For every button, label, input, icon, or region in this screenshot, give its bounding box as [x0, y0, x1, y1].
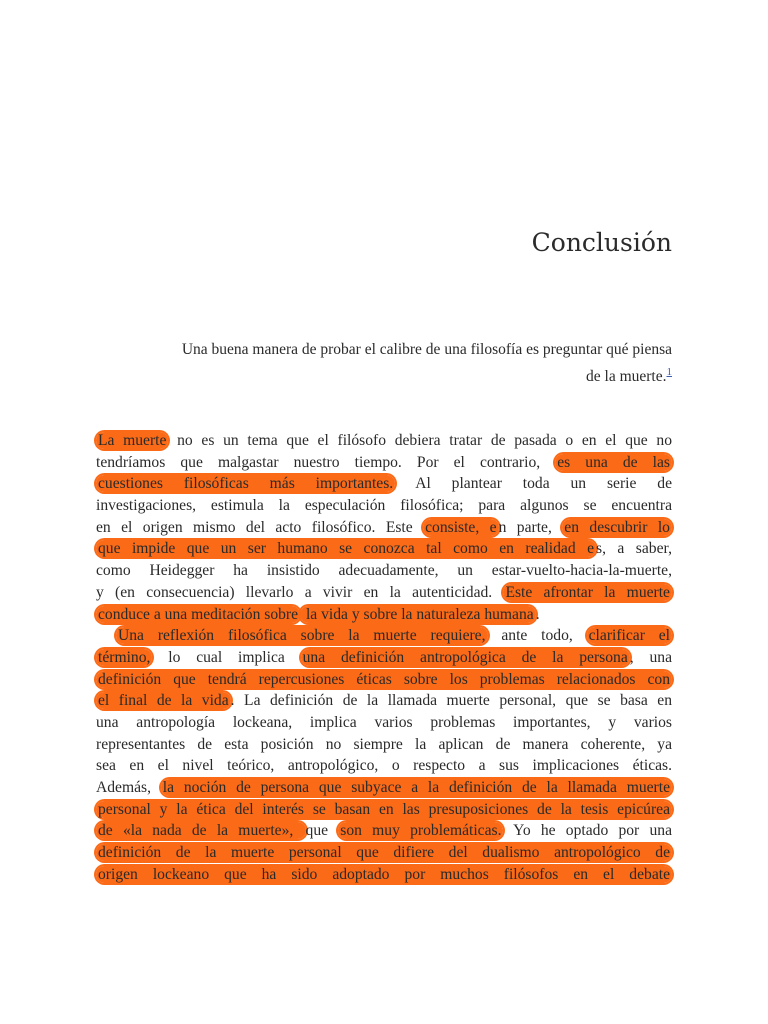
text-line [96, 690, 672, 712]
highlight: el final de la vida [98, 692, 229, 710]
text-span: tendríamos que malgastar nuestro tiempo. Por el contrario, [96, 453, 556, 471]
highlight: la vida y sobre la naturaleza humana [302, 605, 534, 623]
body-text [96, 430, 672, 885]
highlight: la noción de persona que subyace a la definición de la llamada muerte [162, 779, 670, 796]
highlight: es una de las [557, 453, 670, 471]
highlight: que impide que un ser humano se conozca tal como en realidad e [98, 540, 594, 558]
text-line [96, 430, 672, 452]
text-line [96, 604, 672, 626]
text-line [96, 820, 672, 842]
text-line: sea en el nivel teórico, antropológico, o respecto a sus implicaciones éticas. [96, 757, 672, 775]
text-line [96, 538, 672, 560]
text-line [96, 473, 672, 495]
highlight: en descubrir lo [564, 518, 670, 536]
highlight: conduce a una meditación sobre [98, 605, 299, 623]
highlight: definición que tendrá repercusiones éticas sobre los problemas relacionados con [98, 670, 670, 688]
epigraph-text: de la muerte. [586, 368, 667, 386]
highlight: Este afrontar la muerte [505, 583, 670, 601]
text-span: Además, [96, 779, 161, 796]
text-span: ante todo, [487, 627, 587, 645]
epigraph-line: Una buena manera de probar el calibre de una filosofía es preguntar qué piensa [181, 341, 672, 358]
text-span: , una [629, 648, 672, 666]
chapter-title: Conclusión [531, 228, 672, 257]
text-span: Yo he optado por una [503, 822, 672, 840]
text-line [96, 647, 672, 669]
text-span: que [305, 822, 339, 840]
highlight: definición de la muerte personal que difiere del dualismo antropológico de [98, 844, 670, 862]
epigraph-line [100, 361, 672, 388]
text-line [96, 777, 672, 799]
highlight: una definición antropológica de la persona [302, 648, 628, 666]
text-span: en el origen mismo del acto filosófico. Este [96, 518, 424, 536]
text-line [96, 582, 672, 604]
text-line [96, 842, 672, 864]
epigraph [100, 338, 672, 388]
text-span: lo cual implica [152, 648, 301, 666]
text-span: . [535, 605, 540, 623]
text-span: Al plantear toda un serie de [395, 475, 672, 493]
text-line: investigaciones, estimula la especulación filosófica; para algunos se encuentra [96, 497, 672, 515]
text-span: . La definición de la llamada muerte personal, que se basa en [230, 692, 672, 710]
text-line: una antropología lockeana, implica varios problemas importantes, y varios [96, 713, 672, 731]
text-line: representantes de esta posición no siempre la aplican de manera coherente, ya [96, 735, 672, 753]
highlight: clarificar el [588, 627, 670, 645]
text-line: como Heidegger ha insistido adecuadamente, un estar-vuelto-hacia-la-muerte, [96, 562, 672, 580]
highlight: origen lockeano que ha sido adoptado por muchos filósofos en el debate [98, 865, 670, 883]
highlight: La muerte [98, 432, 167, 449]
text-span: y (en consecuencia) llevarlo a vivir en la autenticidad. [96, 583, 504, 601]
highlight: término, [98, 648, 151, 666]
highlight: son muy problemáticas. [340, 822, 502, 840]
text-line [96, 625, 672, 647]
text-span: n parte, [498, 518, 563, 536]
highlight: personal y la ética del interés se basan en las presuposiciones de la tesis epicúrea [98, 800, 670, 818]
text-line [96, 669, 672, 691]
text-span: s, a saber, [596, 540, 672, 558]
highlight: cuestiones filosóficas más importantes. [98, 475, 394, 493]
highlight: de «la nada de la muerte», [98, 822, 304, 840]
highlight: Una reflexión filosófica sobre la muerte requiere, [118, 627, 486, 645]
highlight: consiste, e [425, 518, 497, 536]
text-line [96, 864, 672, 886]
text-span: no es un tema que el filósofo debiera tratar de pasada o en el que no [168, 432, 673, 449]
text-line [96, 452, 672, 474]
text-line [96, 799, 672, 821]
footnote-link[interactable]: 1 [666, 366, 672, 378]
text-line [96, 517, 672, 539]
